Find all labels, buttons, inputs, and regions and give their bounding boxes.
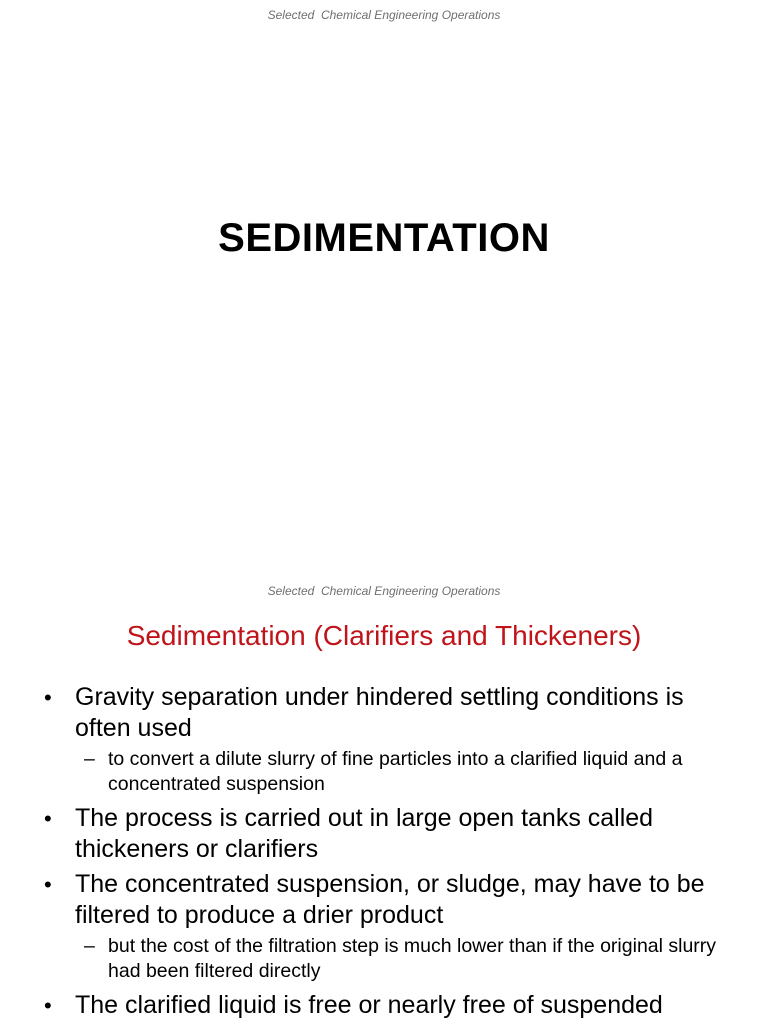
bullet-item	[0, 682, 768, 744]
slide-title: Sedimentation (Clarifiers and Thickeners)	[126, 620, 642, 651]
bullet-text: The concentrated suspension, or sludge, may have to be filtered to produce a drier product	[75, 870, 705, 929]
sub-bullet-text: but the cost of the filtration step is much lower than if the original slurry had been filtered directly	[108, 935, 717, 982]
bullet-marker: •	[44, 993, 52, 1018]
content-slide	[0, 576, 768, 1024]
bullet-text: Gravity separation under hindered settling conditions is often used	[75, 683, 684, 742]
slide-header: Selected Chemical Engineering Operations	[267, 584, 501, 598]
bullet-item	[0, 869, 768, 931]
bullet-text: The process is carried out in large open tanks called thickeners or clarifiers	[75, 804, 654, 863]
bullet-marker: •	[44, 685, 52, 710]
sub-bullet-item	[0, 747, 768, 797]
bullet-item	[0, 803, 768, 865]
bullet-item	[0, 990, 768, 1021]
sub-bullet-marker: –	[84, 748, 95, 770]
bullet-text: The clarified liquid is free or nearly free of suspended	[75, 991, 663, 1019]
sub-bullet-item	[0, 934, 768, 984]
slide-title: SEDIMENTATION	[218, 216, 550, 260]
slide-header: Selected Chemical Engineering Operations	[267, 8, 501, 22]
bullet-list	[0, 682, 768, 1021]
sub-bullet-marker: –	[84, 935, 95, 957]
sub-bullet-text: to convert a dilute slurry of fine particles into a clarified liquid and a concentrated suspension	[108, 748, 683, 795]
bullet-marker: •	[44, 872, 52, 897]
bullet-marker: •	[44, 806, 52, 831]
